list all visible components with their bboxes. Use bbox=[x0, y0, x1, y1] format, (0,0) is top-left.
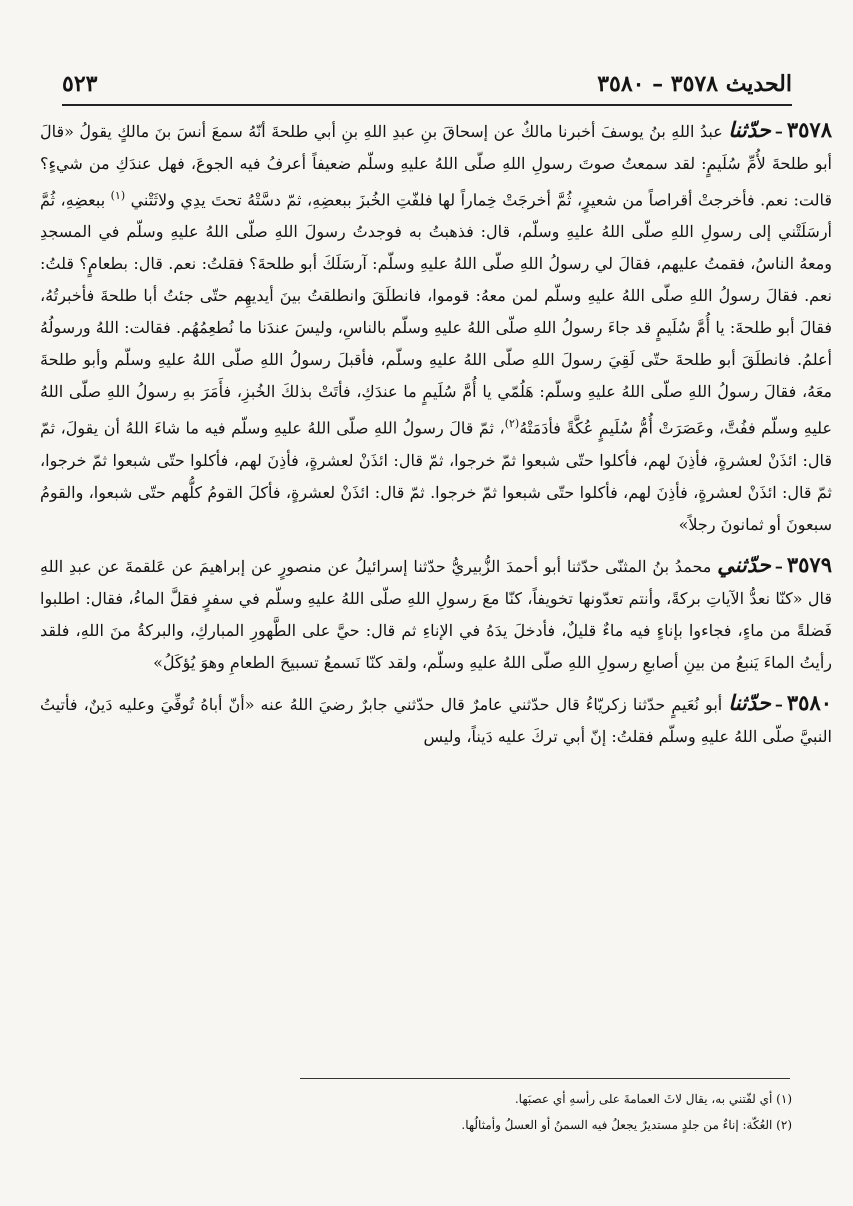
hadith-text: ببعضِهِ، ثُمَّ أرسَلَتْني إلى رسولِ اللهِ صلّى اللهُ عليهِ وسلّم، قال: فذهبتُ به فوجدتُ رسولَ اللهِ صلّى اللهُ عليهِ وسلّم في المسجدِ ومعهُ الناسُ، فقمتُ عليهم، فقالَ لي رسولُ اللهِ صلّى اللهُ عليهِ وسلّم: آرسَلَكَ أبو طلحةَ؟ فقلتُ: نعم. قال: بطعامٍ؟ قلتُ: نعم. فقالَ رسولُ اللهِ صلّى اللهُ عليهِ وسلّم لمن معهُ: قوموا، فانطلَقَ وانطلقتُ بينَ أيديهِم حتّى جئتُ أبا طلحةَ فأخبرتُهُ، فقالَ أبو طلحةَ: يا أُمَّ سُلَيمٍ قد جاءَ رسولُ اللهِ صلّى اللهُ عليهِ وسلّم بالناسِ، وليسَ عندَنا ما نُطعِمُهُم. فقالت: اللهُ ورسولُهُ أعلمُ. فانطلَقَ أبو طلحةَ حتّى لَقِيَ رسولَ اللهِ صلّى اللهُ عليهِ وسلّم، فأقبلَ رسولُ اللهِ صلّى اللهُ عليهِ وسلّم وأبو طلحةَ معَهُ، فقالَ رسولُ اللهِ صلّى اللهُ عليهِ وسلّم: هَلُمّي يا أُمَّ سُلَيمٍ ما عندَكِ، فأتَتْ بذلكَ الخُبزِ، فأَمَرَ بهِ رسولُ اللهِ صلّى اللهُ عليهِ وسلّم ففُتَّ، وعَصَرَتْ أُمُّ سُلَيمٍ عُكَّةً فأدَمَتْهُ bbox=[40, 190, 833, 438]
footnote-ref-1[interactable]: (١) bbox=[110, 189, 126, 202]
hadith-text: ، ثمّ قالَ رسولُ اللهِ صلّى اللهُ عليهِ وسلّم فيه ما شاءَ اللهُ أن يقولَ، ثمّ قال: ائذَنْ لعشرةٍ، فأذِنَ لهم، فأكلوا حتّى شبعوا ثمّ خرجوا، ثمّ قال: ائذَنْ لعشرةٍ، فأذِنَ لهم، فأكلوا حتّى شبعوا ثمّ خرجوا، ثمّ قال: ائذَنْ لعشرةٍ، فأذِنَ لهم، فأكلوا حتّى شبعوا ثمّ خرجوا. ثمّ قال: ائذَنْ لعشرةٍ، فأكلَ القومُ كلُّهم حتّى شبعوا، والقومُ سبعونَ أو ثمانونَ رجلاً» bbox=[40, 418, 832, 534]
number-dash: – bbox=[774, 694, 783, 714]
hadith-number: ٣٥٨٠ bbox=[786, 689, 833, 715]
header-divider bbox=[62, 104, 792, 106]
footnote-2: (٢) العُكّة: إناءٌ من جلدٍ مستديرٌ يجعلُ فيه السمنُ أو العسلُ وأمثالُها. bbox=[461, 1118, 792, 1132]
narration-formula: حدّثني bbox=[717, 551, 771, 577]
footnote-divider bbox=[300, 1078, 790, 1079]
footnote-ref-2[interactable]: (٢) bbox=[504, 417, 520, 431]
hadith-3578 bbox=[40, 114, 832, 541]
number-dash: – bbox=[774, 122, 783, 141]
hadith-text: أبو نُعَيمٍ حدّثنا زكريّاءُ قال حدّثني عامرٌ قال حدّثني جابرٌ رضيَ اللهُ عنه «أنّ أباهُ تُوفِّيَ وعليه دَينٌ، فأتيتُ النبيَّ صلّى اللهُ عليهِ وسلّم فقلتُ: إنّ أبي تركَ عليه دَيناً، وليس bbox=[40, 694, 832, 746]
hadith-3580 bbox=[40, 687, 832, 753]
footnote-1: (١) أي لفّتني به، يقال لاثَ العمامةَ على رأسهِ أي عصبَها. bbox=[514, 1092, 792, 1106]
footnotes bbox=[62, 1086, 792, 1138]
narration-formula: حدّثنا bbox=[728, 117, 771, 142]
page-header bbox=[62, 66, 792, 102]
page-number: ٥٢٣ bbox=[62, 71, 98, 97]
hadith-body bbox=[40, 114, 832, 761]
hadith-text: عبدُ اللهِ بنُ يوسفَ أخبرنا مالكٌ عن إسحاقَ بنِ عبدِ اللهِ بنِ أبي طلحةَ أنّهُ سمعَ أنسَ بنَ مالكٍ يقولُ «قالَ أبو طلحةَ لأُمِّ سُلَيمٍ: لقد سمعتُ صوتَ رسولِ اللهِ صلّى اللهُ عليهِ وسلّم ضعيفاً أعرفُ فيه الجوعَ، فهل عندَكِ من شيءٍ؟ قالت: نعم. فأخرجتْ أقراصاً من شعيرٍ، ثُمَّ أخرجَتْ خِماراً لها فلفّتِ الخُبزَ ببعضِهِ، ثمّ دسَّتْهُ تحتَ يدِي ولاثَتْني bbox=[40, 122, 832, 210]
hadith-3579 bbox=[40, 549, 832, 679]
number-dash: – bbox=[774, 556, 783, 576]
running-title: الحديث ٣٥٧٨ – ٣٥٨٠ bbox=[597, 71, 792, 97]
hadith-number: ٣٥٧٩ bbox=[786, 551, 832, 577]
hadith-number: ٣٥٧٨ bbox=[786, 117, 832, 142]
hadith-text: محمدُ بنُ المثنّى حدّثنا أبو أحمدَ الزُّبيريُّ حدّثنا إسرائيلُ عن منصورٍ عن إبراهيمَ عن عَلقمةَ عن عبدِ اللهِ قال «كنّا نعدُّ الآياتِ بركةً، وأنتم تعدّونها تخويفاً، كنّا معَ رسولِ اللهِ صلّى اللهُ عليهِ وسلّم في سفرٍ فقلَّ الماءُ، فقال: اطلبوا فَضلةً من ماءٍ، فجاءوا بإناءٍ فيه ماءٌ قليلٌ، فأدخلَ يدَهُ في الإناءِ ثم قال: حيَّ على الطَّهورِ المباركِ، والبركةُ منَ اللهِ، فلقد رأيتُ الماءَ يَنبعُ من بينِ أصابعِ رسولِ اللهِ صلّى اللهُ عليهِ وسلّم، ولقد كنّا نَسمعُ تسبيحَ الطعامِ وهوَ يُؤكَلُ» bbox=[40, 556, 833, 672]
narration-formula: حدّثنا bbox=[728, 689, 771, 715]
